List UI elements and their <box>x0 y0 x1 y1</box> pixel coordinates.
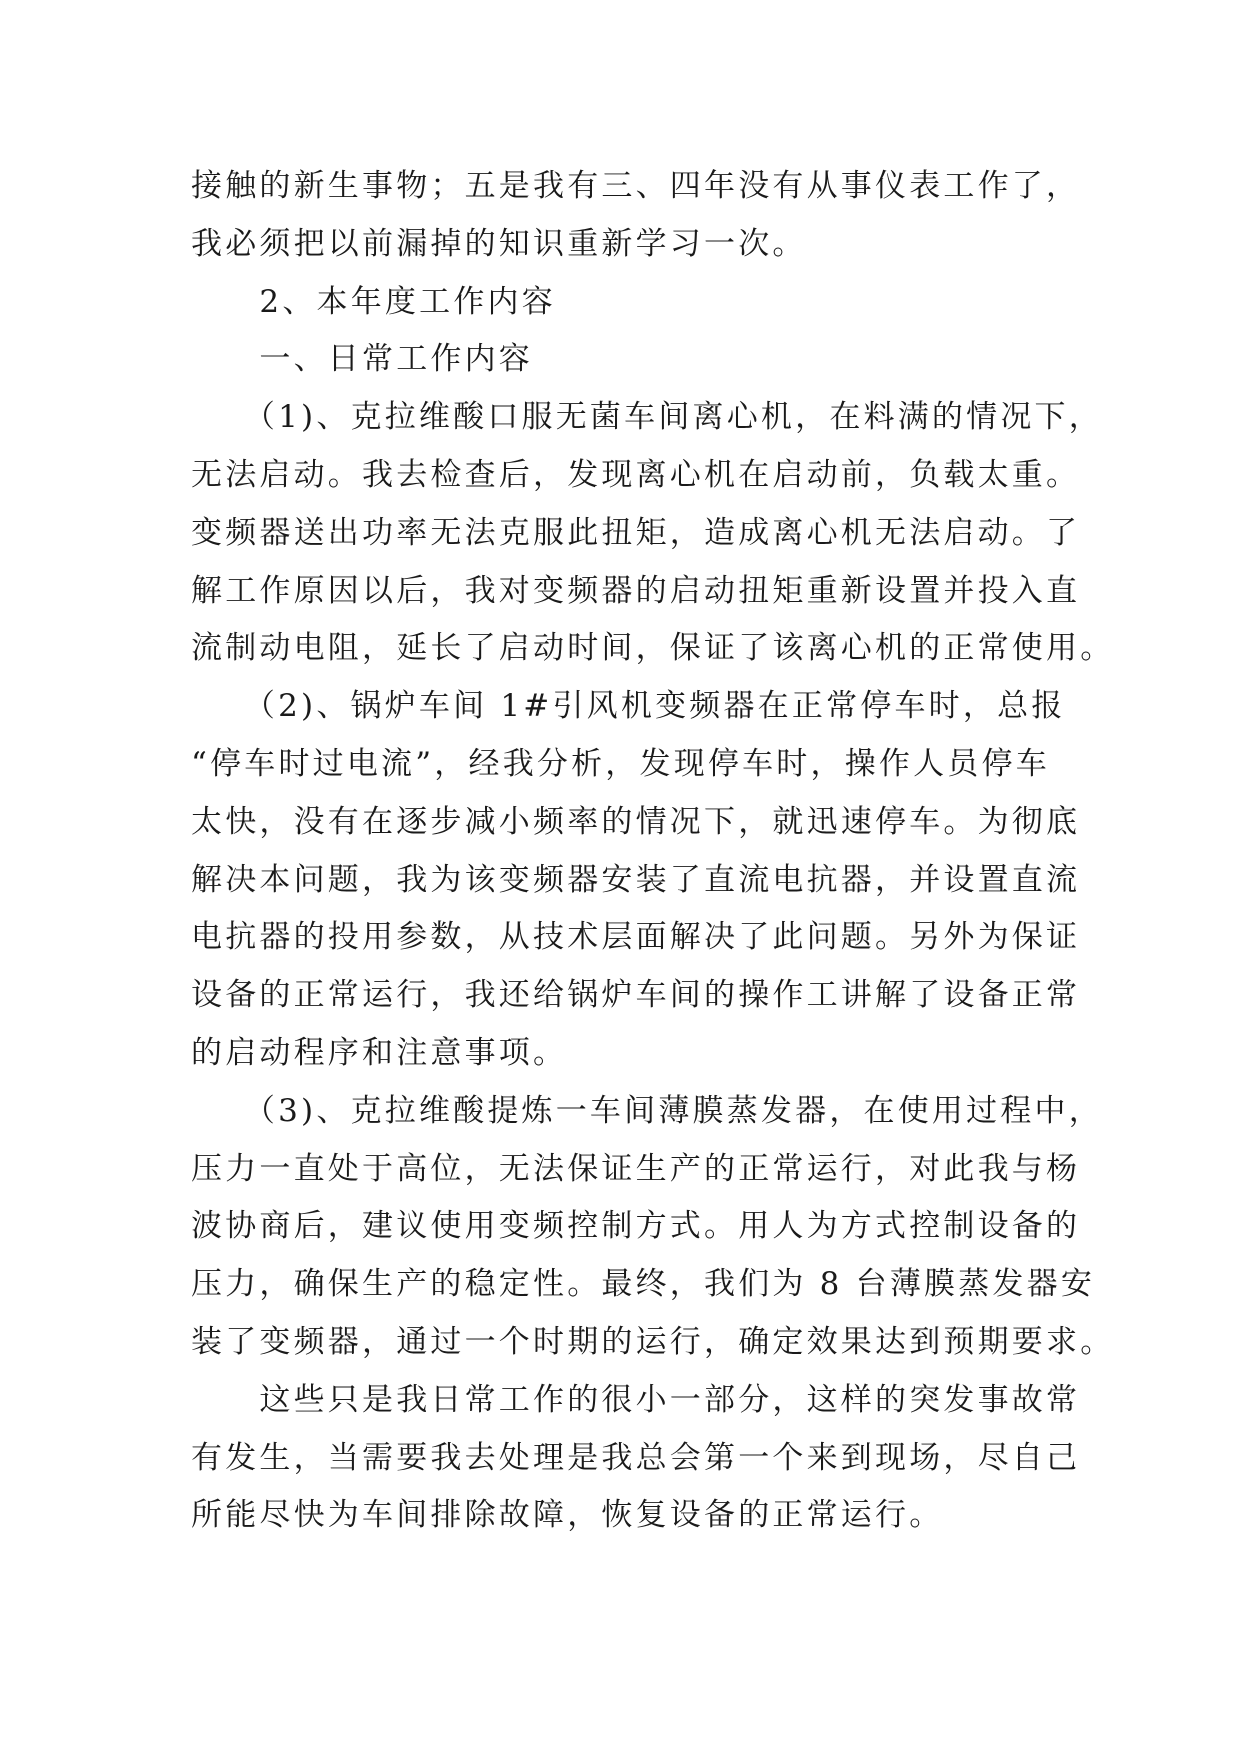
text-line: “停车时过电流”，经我分析，发现停车时，操作人员停车 <box>191 745 1050 782</box>
text-line: 有发生，当需要我去处理是我总会第一个来到现场，尽自己 <box>191 1439 1081 1476</box>
text-line: 装了变频器，通过一个时期的运行，确定效果达到预期要求。 <box>191 1323 1115 1360</box>
text-line: 我必须把以前漏掉的知识重新学习一次。 <box>191 225 807 262</box>
text-line: 解决本问题，我为该变频器安装了直流电抗器，并设置直流 <box>191 861 1081 898</box>
text-line: 变频器送出功率无法克服此扭矩，造成离心机无法启动。了 <box>191 514 1081 551</box>
text-line: 太快，没有在逐步减小频率的情况下，就迅速停车。为彻底 <box>191 803 1081 840</box>
text-line: 的启动程序和注意事项。 <box>191 1034 568 1071</box>
text-line: 这些只是我日常工作的很小一部分，这样的突发事故常 <box>191 1381 1081 1418</box>
text-line: （1)、克拉维酸口服无菌车间离心机，在料满的情况下， <box>191 399 1103 436</box>
subsection-heading: 一、日常工作内容 <box>191 341 533 378</box>
text-line: 流制动电阻，延长了启动时间，保证了该离心机的正常使用。 <box>191 630 1115 667</box>
text-line: 解工作原因以后，我对变频器的启动扭矩重新设置并投入直 <box>191 572 1081 609</box>
text-line: （3)、克拉维酸提炼一车间薄膜蒸发器，在使用过程中， <box>191 1092 1103 1129</box>
text-line: 电抗器的投用参数，从技术层面解决了此问题。另外为保证 <box>191 919 1081 956</box>
text-line: 压力，确保生产的稳定性。最终，我们为 8 台薄膜蒸发器安 <box>191 1266 1096 1303</box>
text-line: 压力一直处于高位，无法保证生产的正常运行，对此我与杨 <box>191 1150 1081 1187</box>
text-line: 无法启动。我去检查后，发现离心机在启动前，负载太重。 <box>191 456 1081 493</box>
text-line: （2)、锅炉车间 1#引风机变频器在正常停车时，总报 <box>191 688 1066 725</box>
document-page <box>191 158 1115 1545</box>
text-line: 所能尽快为车间排除故障，恢复设备的正常运行。 <box>191 1497 944 1534</box>
text-line: 波协商后，建议使用变频控制方式。用人为方式控制设备的 <box>191 1208 1081 1245</box>
text-line: 设备的正常运行，我还给锅炉车间的操作工讲解了设备正常 <box>191 977 1081 1014</box>
section-heading: 2、本年度工作内容 <box>191 283 556 320</box>
text-line: 接触的新生事物；五是我有三、四年没有从事仪表工作了， <box>191 168 1081 204</box>
